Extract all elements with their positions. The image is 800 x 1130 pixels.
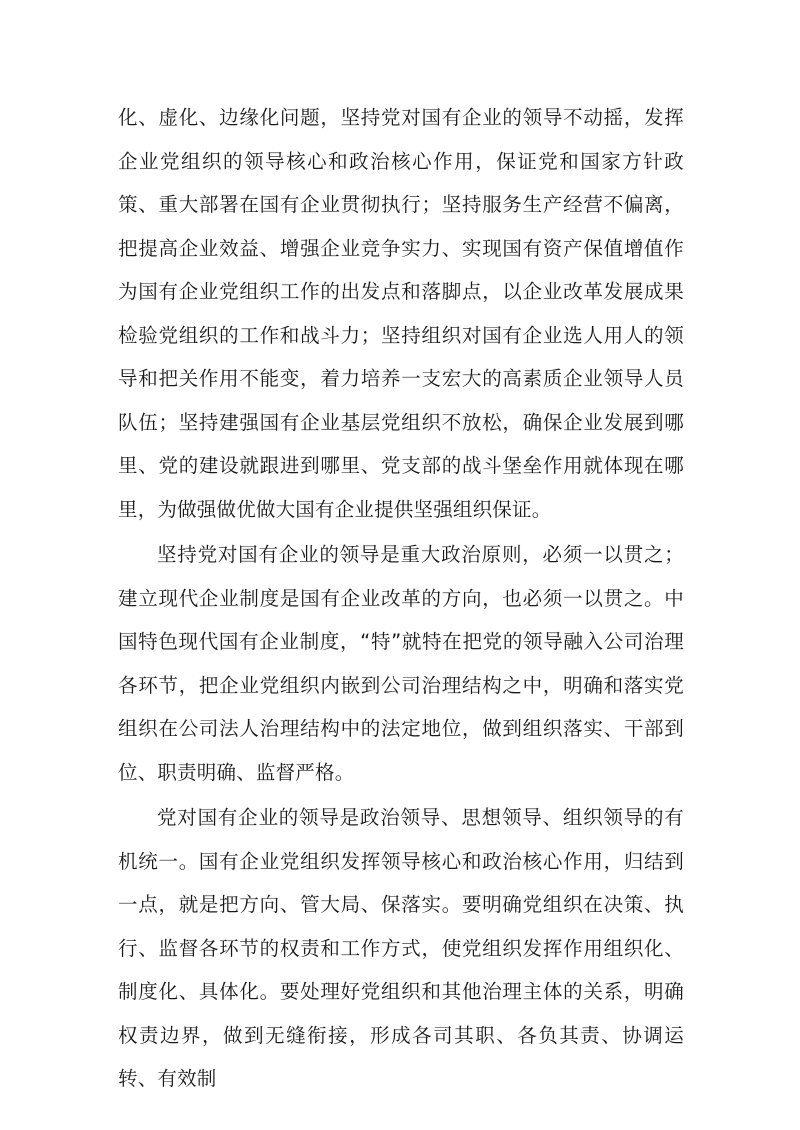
paragraph-1: 化、虚化、边缘化问题，坚持党对国有企业的领导不动摇，发挥企业党组织的领导核心和政治核心作用，保证党和国家方针政策、重大部署在国有企业贯彻执行；坚持服务生产经营不偏离，把提高企业效益、增强企业竞争实力、实现国有资产保值增值作为国有企业党组织工作的出发点和落脚点，以企业改革发展成果检验党组织的工作和战斗力；坚持组织对国有企业选人用人的领导和把关作用不能变，着力培养一支宏大的高素质企业领导人员队伍；坚持建强国有企业基层党组织不放松，确保企业发展到哪里、党的建设就跟进到哪里、党支部的战斗堡垒作用就体现在哪里，为做强做优做大国有企业提供坚强组织保证。 xyxy=(118,106,684,521)
paragraph-2: 坚持党对国有企业的领导是重大政治原则，必须一以贯之；建立现代企业制度是国有企业改革的方向，也必须一以贯之。中国特色现代国有企业制度，“特”就特在把党的领导融入公司治理各环节，把企业党组织内嵌到公司治理结构之中，明确和落实党组织在公司法人治理结构中的法定地位，做到组织落实、干部到位、职责明确、监督严格。 xyxy=(118,543,684,784)
document-text-body xyxy=(118,96,684,1103)
paragraph-3: 党对国有企业的领导是政治领导、思想领导、组织领导的有机统一。国有企业党组织发挥领导核心和政治核心作用，归结到一点，就是把方向、管大局、保落实。要明确党组织在决策、执行、监督各环节的权责和工作方式，使党组织发挥作用组织化、制度化、具体化。要处理好党组织和其他治理主体的关系，明确权责边界，做到无缝衔接，形成各司其职、各负其责、协调运转、有效制 xyxy=(118,806,684,1090)
